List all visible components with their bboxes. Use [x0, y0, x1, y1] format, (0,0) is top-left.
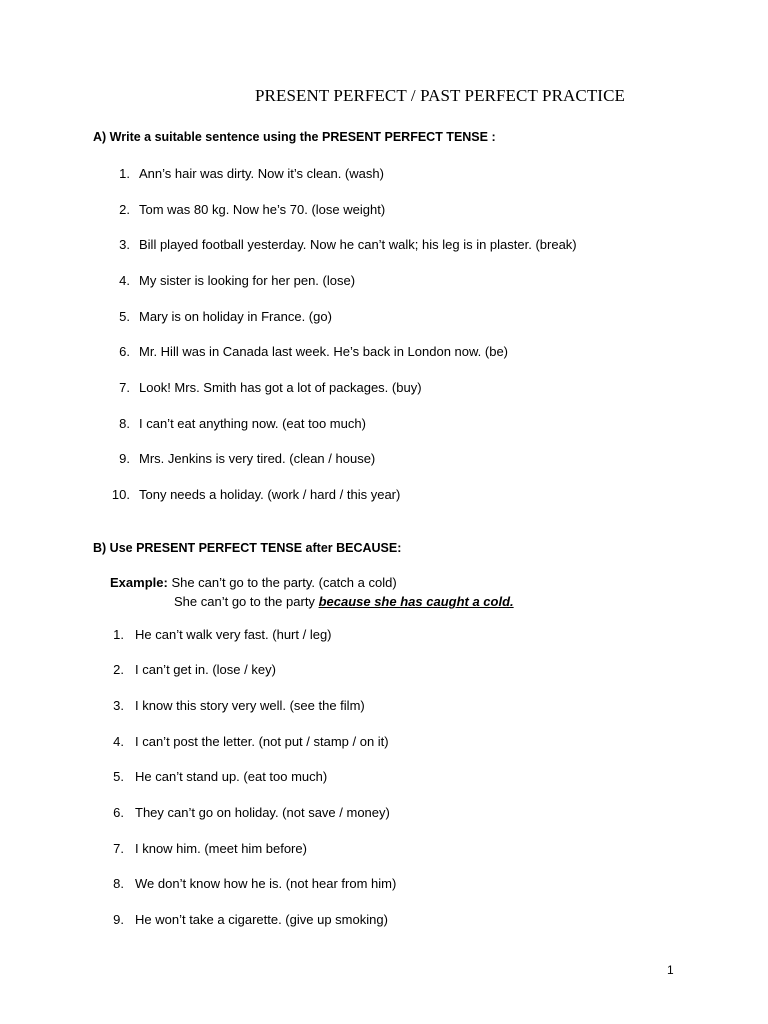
example-line-1 — [110, 575, 397, 590]
item-text: I can’t get in. (lose / key) — [135, 662, 276, 677]
item-number: 3. — [119, 237, 130, 252]
item-number: 2. — [119, 202, 130, 217]
item-text: He won’t take a cigarette. (give up smoking) — [135, 912, 388, 927]
item-number: 7. — [113, 841, 124, 856]
example-answer-emphasis: because she has caught a cold. — [318, 594, 514, 609]
item-text: I know him. (meet him before) — [135, 841, 307, 856]
example-line-2 — [174, 594, 514, 609]
item-number: 4. — [113, 734, 124, 749]
example-prompt: She can’t go to the party. (catch a cold) — [171, 575, 397, 590]
item-number: 10. — [111, 487, 130, 502]
example-label: Example: — [110, 575, 168, 590]
item-number: 5. — [119, 309, 130, 324]
item-text: My sister is looking for her pen. (lose) — [139, 273, 356, 288]
item-number: 1. — [119, 166, 130, 181]
item-text: I know this story very well. (see the film) — [135, 698, 365, 713]
item-text: He can’t stand up. (eat too much) — [135, 769, 328, 784]
item-text: Mr. Hill was in Canada last week. He’s back in London now. (be) — [139, 344, 509, 359]
item-number: 5. — [113, 769, 124, 784]
item-number: 4. — [119, 273, 130, 288]
item-text: Tony needs a holiday. (work / hard / this year) — [139, 487, 401, 502]
item-number: 8. — [119, 416, 130, 431]
page-title: PRESENT PERFECT / PAST PERFECT PRACTICE — [255, 86, 625, 105]
item-number: 9. — [113, 912, 124, 927]
item-text: They can’t go on holiday. (not save / money) — [135, 805, 390, 820]
section-b-heading: B) Use PRESENT PERFECT TENSE after BECAUSE: — [93, 541, 402, 555]
item-number: 2. — [113, 662, 124, 677]
section-a-heading: A) Write a suitable sentence using the PRESENT PERFECT TENSE : — [93, 130, 496, 144]
item-text: Tom was 80 kg. Now he’s 70. (lose weight) — [139, 202, 386, 217]
item-number: 8. — [113, 876, 124, 891]
item-text: Mrs. Jenkins is very tired. (clean / house) — [139, 451, 376, 466]
item-number: 9. — [119, 451, 130, 466]
example-answer-prefix: She can’t go to the party — [174, 594, 315, 609]
item-text: We don’t know how he is. (not hear from him) — [135, 876, 397, 891]
item-number: 1. — [113, 627, 124, 642]
item-number: 6. — [119, 344, 130, 359]
item-text: Mary is on holiday in France. (go) — [139, 309, 332, 324]
item-text: Ann’s hair was dirty. Now it’s clean. (wash) — [139, 166, 384, 181]
item-text: Bill played football yesterday. Now he can’t walk; his leg is in plaster. (break) — [139, 237, 577, 252]
item-text: I can’t eat anything now. (eat too much) — [139, 416, 366, 431]
item-number: 6. — [113, 805, 124, 820]
item-number: 3. — [113, 698, 124, 713]
item-text: I can’t post the letter. (not put / stamp / on it) — [135, 734, 389, 749]
item-text: He can’t walk very fast. (hurt / leg) — [135, 627, 332, 642]
item-text: Look! Mrs. Smith has got a lot of packages. (buy) — [139, 380, 422, 395]
page-number: 1 — [667, 963, 674, 977]
item-number: 7. — [119, 380, 130, 395]
